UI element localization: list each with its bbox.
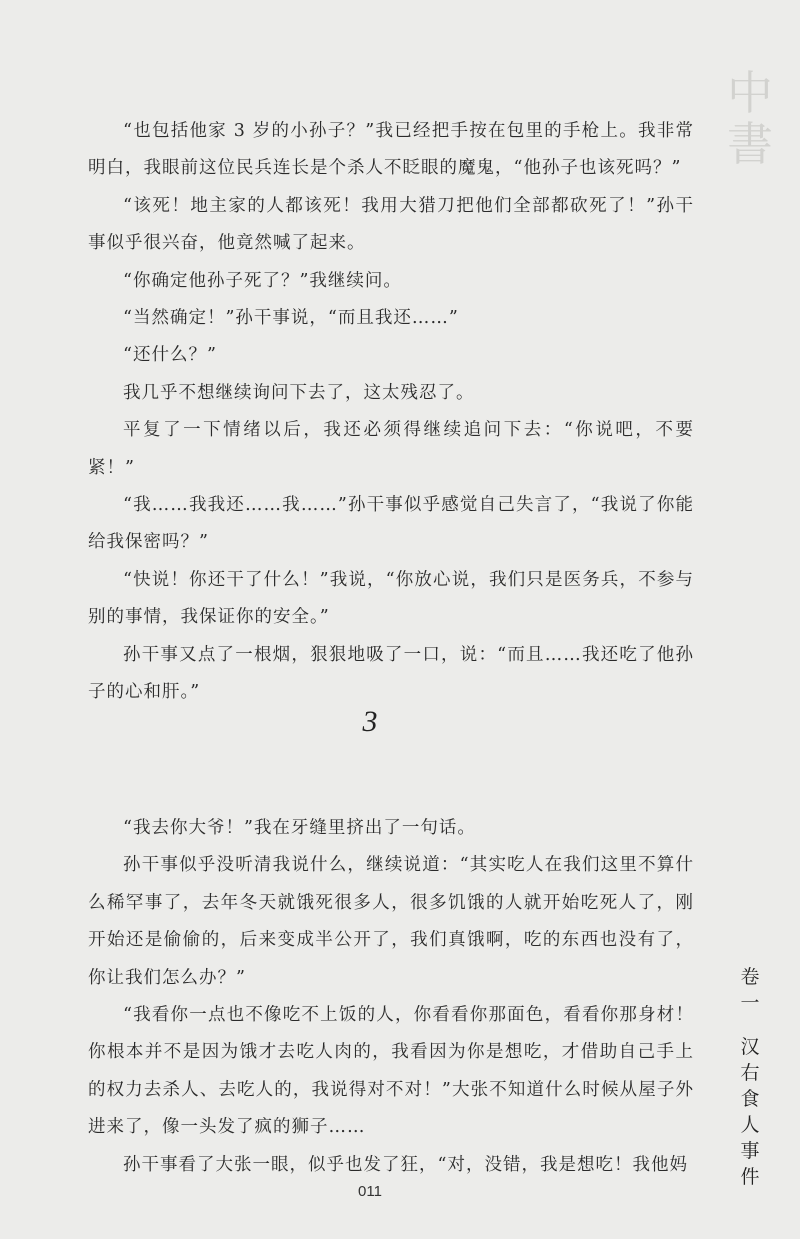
side-title-char: 一 bbox=[740, 992, 760, 1014]
text-block-bottom bbox=[88, 810, 694, 1184]
paragraph: “也包括他家 3 岁的小孙子？”我已经把手按在包里的手枪上。我非常明白，我眼前这位民兵连长是个杀人不眨眼的魔鬼，“他孙子也该死吗？” bbox=[88, 121, 694, 179]
side-title-char: 食 bbox=[740, 1088, 760, 1110]
paragraph: “快说！你还干了什么！”我说，“你放心说，我们只是医务兵，不参与别的事情，我保证你的安全。” bbox=[88, 569, 694, 628]
chapter-number: 3 bbox=[362, 705, 378, 738]
running-side-title bbox=[735, 964, 765, 1190]
paragraph: “我……我我还……我……”孙干事似乎感觉自己失言了，“我说了你能给我保密吗？” bbox=[88, 495, 694, 553]
side-title-char: 汉 bbox=[740, 1036, 760, 1058]
bleed-through-mark: 中 書 bbox=[727, 66, 773, 171]
volume-label bbox=[735, 964, 765, 1016]
text-block-top bbox=[88, 113, 694, 712]
side-title-char: 右 bbox=[740, 1062, 760, 1084]
paragraph: “我去你大爷！”我在牙缝里挤出了一句话。 bbox=[123, 818, 476, 838]
side-title-char: 件 bbox=[740, 1166, 760, 1188]
paragraph: “你确定他孙子死了？”我继续问。 bbox=[123, 270, 402, 291]
paragraph: 孙干事似乎没听清我说什么，继续说道：“其实吃人在我们这里不算什么稀罕事了，去年冬天就饿死很多人，很多饥饿的人就开始吃死人了，刚开始还是偷偷的，后来变成半公开了，我们真饿啊，吃的东西也没有了，你让我们怎么办？” bbox=[88, 855, 694, 988]
paragraph: “当然确定！”孙干事说，“而且我还……” bbox=[123, 308, 459, 329]
paragraph: 孙干事看了大张一眼，似乎也发了狂，“对，没错，我是想吃！我他妈 bbox=[123, 1154, 688, 1175]
paragraph: “还什么？” bbox=[123, 345, 217, 366]
section-title bbox=[735, 1034, 765, 1190]
paragraph: “该死！地主家的人都该死！我用大猎刀把他们全部都砍死了！”孙干事似乎很兴奋，他竟然喊了起来。 bbox=[88, 195, 694, 254]
paragraph: “我看你一点也不像吃不上饭的人，你看看你那面色，看看你那身材！你根本并不是因为饿才去吃人肉的，我看因为你是想吃，才借助自己手上的权力去杀人、去吃人的，我说得对不对！”大张不知道什么时候从屋子外进来了，像一头发了疯的狮子…… bbox=[88, 1005, 694, 1138]
side-title-char: 卷 bbox=[740, 966, 760, 988]
paragraph: 我几乎不想继续询问下去了，这太残忍了。 bbox=[123, 382, 475, 403]
paragraph: 孙干事又点了一根烟，狠狠地吸了一口，说：“而且……我还吃了他孙子的心和肝。” bbox=[88, 644, 694, 703]
side-title-char: 事 bbox=[740, 1140, 760, 1162]
page-number: 011 bbox=[358, 1183, 382, 1200]
paragraph: 平复了一下情绪以后，我还必须得继续追问下去：“你说吧，不要紧！” bbox=[88, 420, 694, 478]
side-title-char: 人 bbox=[740, 1114, 760, 1136]
